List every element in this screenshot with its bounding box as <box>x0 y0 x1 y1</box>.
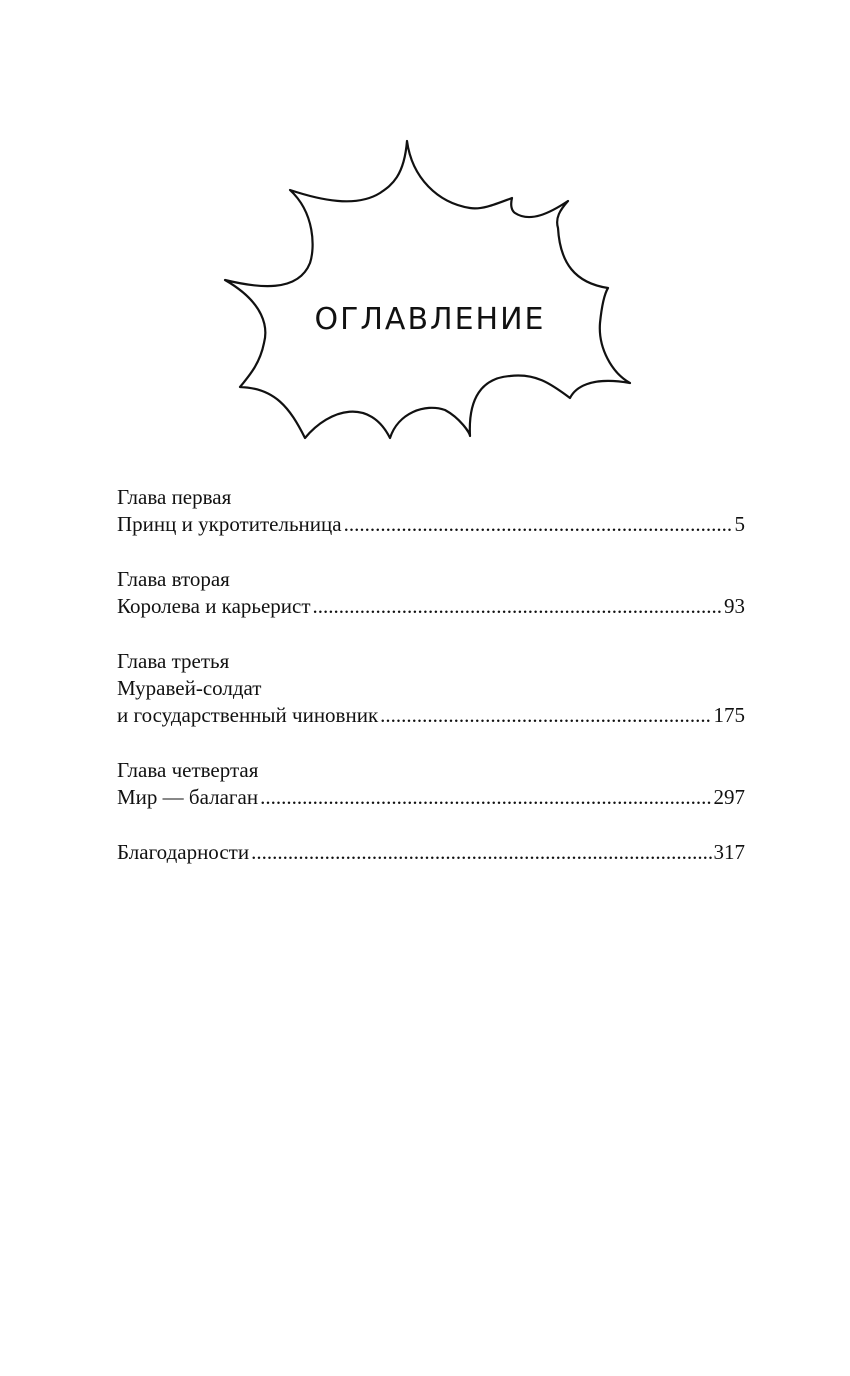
chapter-title: Королева и карьерист <box>117 594 311 618</box>
chapter-label: Глава первая <box>117 485 232 509</box>
chapter-label: Глава третья <box>117 649 230 673</box>
dot-leader <box>344 511 733 538</box>
page-number: 317 <box>713 840 745 864</box>
chapter-label: Глава вторая <box>117 567 230 591</box>
chapter-title: Мир — балаган <box>117 785 259 809</box>
dot-leader <box>313 593 722 620</box>
toc-entry[interactable] <box>117 839 745 866</box>
page-number: 297 <box>713 785 745 809</box>
table-of-contents <box>117 484 745 866</box>
dot-leader <box>380 702 711 729</box>
chapter-title-line: Муравей-солдат <box>117 676 262 700</box>
toc-entry[interactable] <box>117 511 745 538</box>
page-title: ОГЛАВЛЕНИЕ <box>314 302 546 337</box>
toc-entry[interactable] <box>117 784 745 811</box>
chapter-title: Принц и укротительница <box>117 512 342 536</box>
burst-shape <box>220 138 635 443</box>
dot-leader <box>251 839 711 866</box>
toc-section-2 <box>117 566 745 620</box>
page-number: 93 <box>724 594 745 618</box>
page-number: 5 <box>734 512 745 536</box>
chapter-title: и государственный чиновник <box>117 703 379 727</box>
title-burst <box>220 138 635 443</box>
chapter-title: Благодарности <box>117 840 250 864</box>
toc-section-1 <box>117 484 745 538</box>
dot-leader <box>260 784 711 811</box>
chapter-label: Глава четвертая <box>117 758 259 782</box>
toc-section-4 <box>117 757 745 811</box>
toc-entry[interactable] <box>117 593 745 620</box>
toc-section-3 <box>117 648 745 729</box>
toc-entry[interactable] <box>117 702 745 729</box>
toc-section-5 <box>117 839 745 866</box>
page-number: 175 <box>713 703 745 727</box>
